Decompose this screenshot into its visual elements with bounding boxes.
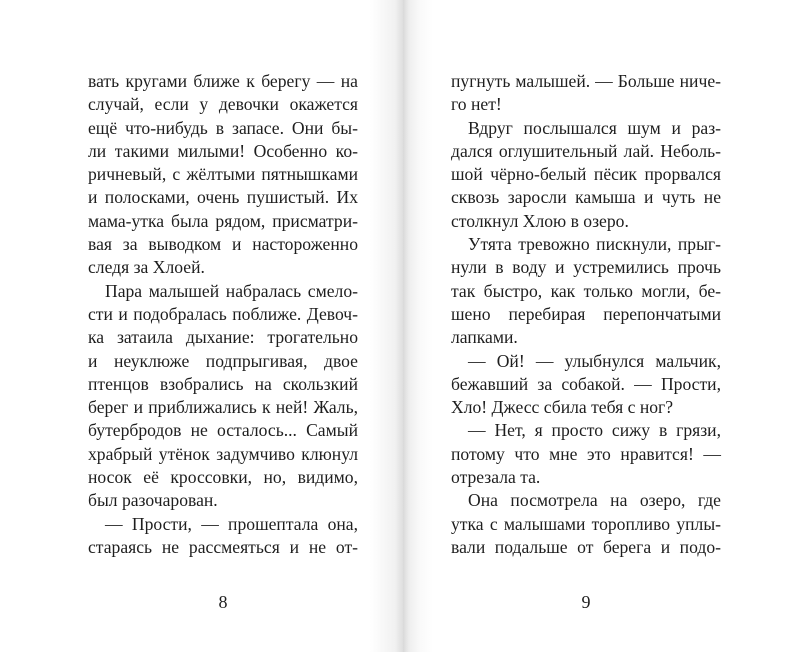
text-line: ещё что-нибудь в запасе. Они бы- — [88, 117, 358, 138]
text-line: носок её кроссовки, но, видимо, — [88, 467, 358, 488]
text-line: вая за выводком и настороженно — [88, 234, 358, 255]
text-line: мама-утка была рядом, присматри- — [88, 210, 358, 231]
text-line: нули в воду и устремились прочь — [451, 257, 721, 278]
text-line: сквозь заросли камыша и чуть не — [451, 187, 721, 208]
page-number: 9 — [581, 592, 591, 612]
text-line: берег и приближались к ней! Жаль, — [88, 397, 358, 418]
text-line: храбрый утёнок задумчиво клюнул — [88, 443, 358, 464]
paragraph — [451, 419, 721, 489]
paragraph — [88, 280, 358, 513]
text-line: вать кругами ближе к берегу — на — [88, 71, 358, 91]
text-line: столкнул Хлою в озеро. — [451, 210, 629, 231]
text-line: — Ой! — улыбнулся мальчик, — [468, 350, 721, 371]
paragraph — [88, 513, 358, 560]
text-line: вали подальше от берега и подо- — [451, 536, 721, 557]
text-line: утка с малышами торопливо уплы- — [451, 513, 721, 534]
paragraph — [88, 70, 358, 280]
paragraph — [451, 489, 721, 559]
text-line: и неуклюже подпрыгивая, двое — [88, 350, 358, 371]
text-line: отрезала та. — [451, 467, 541, 488]
text-line: следя за Хлоей. — [88, 257, 205, 278]
text-line: был разочарован. — [88, 490, 218, 511]
page-text — [451, 70, 721, 559]
text-line: потому что мне это нравится! — — [451, 443, 721, 464]
text-line: Утята тревожно пискнули, прыг- — [468, 234, 721, 255]
text-line: Она посмотрела на озеро, где — [468, 490, 721, 511]
paragraph — [451, 350, 721, 420]
text-line: — Нет, я просто сижу в грязи, — [468, 420, 721, 441]
text-line: так быстро, как только могли, бе- — [451, 280, 721, 301]
text-line: птенцов взобрались на скользкий — [88, 373, 358, 394]
text-line: случай, если у девочки окажется — [88, 94, 358, 115]
text-line: ли такими милыми! Особенно ко- — [88, 140, 358, 161]
book-page-right — [403, 0, 809, 652]
text-line: — Прости, — прошептала она, — [105, 513, 358, 534]
text-line: Хло! Джесс сбила тебя с ног? — [451, 397, 674, 418]
text-line: лапками. — [451, 327, 518, 348]
text-line: стараясь не рассмеяться и не от- — [88, 536, 358, 557]
text-line: бутербродов не осталось... Самый — [88, 420, 358, 441]
text-line: го нет! — [451, 94, 502, 115]
paragraph — [451, 70, 721, 117]
text-line: ричневый, с жёлтыми пятнышками — [88, 164, 358, 185]
text-line: шено перебирая перепончатыми — [451, 303, 721, 324]
text-line: Вдруг послышался шум и раз- — [468, 117, 721, 138]
text-line: ка затаила дыхание: трогательно — [88, 327, 358, 348]
text-line: бежавший за собакой. — Прости, — [451, 373, 721, 394]
paragraph — [451, 233, 721, 349]
page-text — [88, 70, 358, 559]
page-number: 8 — [218, 592, 228, 612]
paragraph — [451, 117, 721, 233]
text-line: дался оглушительный лай. Неболь- — [451, 140, 721, 161]
text-line: Пара малышей набралась смело- — [105, 280, 358, 301]
book-page-left — [0, 0, 403, 652]
text-line: шой чёрно-белый пёсик прорвался — [451, 164, 721, 185]
text-line: пугнуть малышей. — Больше ниче- — [451, 71, 721, 91]
text-line: и полосками, очень пушистый. Их — [88, 187, 358, 208]
text-line: сти и подобралась поближе. Девоч- — [88, 303, 358, 324]
